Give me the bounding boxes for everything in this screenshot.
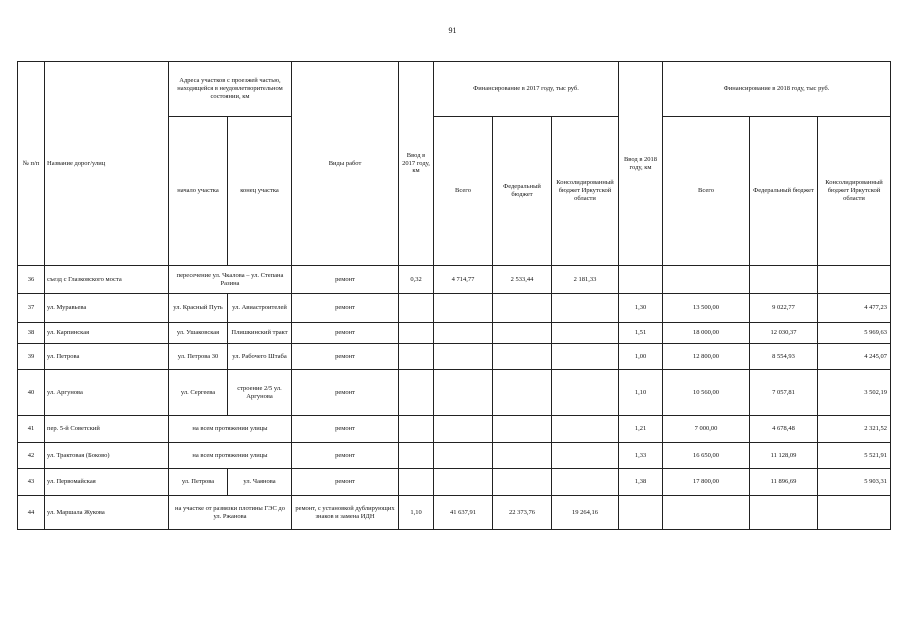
cell-input-2018: 1,30 xyxy=(619,294,663,323)
header-total-2017: Всего xyxy=(434,117,493,266)
cell-total-2017 xyxy=(434,323,493,344)
cell-total-2017: 41 637,91 xyxy=(434,496,493,530)
cell-consolidated-2017 xyxy=(552,344,619,370)
cell-start: ул. Красный Путь xyxy=(169,294,228,323)
cell-input-2017 xyxy=(399,344,434,370)
table-row xyxy=(18,416,891,443)
cell-start: ул. Петрова xyxy=(169,469,228,496)
cell-name: ул. Петрова xyxy=(45,344,169,370)
cell-input-2017: 1,10 xyxy=(399,496,434,530)
header-federal-2018: Федеральный бюджет xyxy=(750,117,818,266)
cell-total-2017 xyxy=(434,294,493,323)
cell-input-2018: 1,33 xyxy=(619,443,663,469)
header-federal-2017: Федеральный бюджет xyxy=(493,117,552,266)
cell-num: 40 xyxy=(18,370,45,416)
cell-start: ул. Ушаковская xyxy=(169,323,228,344)
header-total-2018: Всего xyxy=(663,117,750,266)
cell-num: 42 xyxy=(18,443,45,469)
cell-name: ул. Первомайская xyxy=(45,469,169,496)
cell-input-2017: 0,32 xyxy=(399,266,434,294)
cell-consolidated-2017: 19 264,16 xyxy=(552,496,619,530)
cell-federal-2018: 12 030,37 xyxy=(750,323,818,344)
cell-works: ремонт xyxy=(292,323,399,344)
cell-total-2017 xyxy=(434,416,493,443)
header-fin-2017: Финансирование в 2017 году, тыс руб. xyxy=(434,62,619,117)
table-row xyxy=(18,294,891,323)
header-consolidated-2017: Консолидированный бюджет Иркутской области xyxy=(552,117,619,266)
cell-num: 44 xyxy=(18,496,45,530)
cell-input-2018: 1,21 xyxy=(619,416,663,443)
table-row xyxy=(18,323,891,344)
table-row xyxy=(18,443,891,469)
cell-name: пер. 5-й Советский xyxy=(45,416,169,443)
cell-consolidated-2018: 4 245,07 xyxy=(818,344,891,370)
cell-name: ул. Маршала Жукова xyxy=(45,496,169,530)
cell-federal-2018: 8 554,93 xyxy=(750,344,818,370)
cell-input-2017 xyxy=(399,370,434,416)
header-num: № п/п xyxy=(18,62,45,266)
cell-consolidated-2018 xyxy=(818,496,891,530)
cell-input-2017 xyxy=(399,416,434,443)
cell-total-2018: 16 650,00 xyxy=(663,443,750,469)
cell-input-2018: 1,10 xyxy=(619,370,663,416)
cell-total-2017: 4 714,77 xyxy=(434,266,493,294)
cell-federal-2017 xyxy=(493,443,552,469)
cell-consolidated-2017 xyxy=(552,323,619,344)
cell-federal-2017 xyxy=(493,469,552,496)
table-row xyxy=(18,469,891,496)
cell-total-2017 xyxy=(434,443,493,469)
cell-works: ремонт xyxy=(292,344,399,370)
table-row xyxy=(18,266,891,294)
cell-total-2018: 7 000,00 xyxy=(663,416,750,443)
cell-input-2018 xyxy=(619,496,663,530)
cell-total-2018: 10 560,00 xyxy=(663,370,750,416)
cell-total-2017 xyxy=(434,344,493,370)
cell-federal-2018: 9 022,77 xyxy=(750,294,818,323)
cell-start: пересечение ул. Чкалова – ул. Степана Разина xyxy=(169,266,292,294)
cell-start: ул. Сергеева xyxy=(169,370,228,416)
cell-start: на участке от развязки плотины ГЭС до ул. Ржанова xyxy=(169,496,292,530)
cell-federal-2018: 7 057,81 xyxy=(750,370,818,416)
cell-input-2017 xyxy=(399,323,434,344)
cell-consolidated-2018: 4 477,23 xyxy=(818,294,891,323)
header-end: конец участка xyxy=(228,117,292,266)
cell-name: ул. Трактовая (Боково) xyxy=(45,443,169,469)
cell-consolidated-2018: 5 969,63 xyxy=(818,323,891,344)
cell-num: 36 xyxy=(18,266,45,294)
cell-name: ул. Муравьева xyxy=(45,294,169,323)
cell-federal-2017 xyxy=(493,416,552,443)
cell-consolidated-2018: 5 521,91 xyxy=(818,443,891,469)
cell-end: строение 2/5 ул. Аргунова xyxy=(228,370,292,416)
cell-total-2018 xyxy=(663,266,750,294)
cell-federal-2017 xyxy=(493,370,552,416)
cell-works: ремонт xyxy=(292,266,399,294)
cell-consolidated-2017 xyxy=(552,416,619,443)
cell-start: на всем протяжении улицы xyxy=(169,443,292,469)
cell-end: Плишкинский тракт xyxy=(228,323,292,344)
cell-federal-2017 xyxy=(493,344,552,370)
cell-federal-2018: 4 678,48 xyxy=(750,416,818,443)
header-address: Адреса участков с проезжей частью, находящейся в неудовлетворительном состоянии, км xyxy=(169,62,292,117)
table-row xyxy=(18,496,891,530)
table-row xyxy=(18,344,891,370)
cell-num: 39 xyxy=(18,344,45,370)
cell-num: 38 xyxy=(18,323,45,344)
header-start: начало участка xyxy=(169,117,228,266)
cell-consolidated-2017 xyxy=(552,443,619,469)
cell-consolidated-2017 xyxy=(552,469,619,496)
cell-start: ул. Петрова 30 xyxy=(169,344,228,370)
cell-consolidated-2018 xyxy=(818,266,891,294)
cell-num: 41 xyxy=(18,416,45,443)
cell-name: ул. Аргунова xyxy=(45,370,169,416)
cell-federal-2017: 22 373,76 xyxy=(493,496,552,530)
cell-input-2018: 1,51 xyxy=(619,323,663,344)
header-works: Виды работ xyxy=(292,62,399,266)
cell-works: ремонт xyxy=(292,294,399,323)
cell-federal-2018 xyxy=(750,496,818,530)
cell-works: ремонт, с установкой дублирующих знаков и замена ИДН xyxy=(292,496,399,530)
cell-end: ул. Авиастроителей xyxy=(228,294,292,323)
cell-num: 43 xyxy=(18,469,45,496)
header-consolidated-2018: Консолидированный бюджет Иркутской области xyxy=(818,117,891,266)
cell-federal-2017 xyxy=(493,294,552,323)
cell-federal-2017 xyxy=(493,323,552,344)
cell-total-2018 xyxy=(663,496,750,530)
cell-input-2018 xyxy=(619,266,663,294)
cell-federal-2018 xyxy=(750,266,818,294)
cell-total-2017 xyxy=(434,469,493,496)
cell-works: ремонт xyxy=(292,443,399,469)
cell-works: ремонт xyxy=(292,416,399,443)
cell-end: ул. Рабочего Штаба xyxy=(228,344,292,370)
header-input-2017: Ввод в 2017 году, км xyxy=(399,62,434,266)
cell-total-2018: 12 800,00 xyxy=(663,344,750,370)
cell-num: 37 xyxy=(18,294,45,323)
header-input-2018: Ввод в 2018 году, км xyxy=(619,62,663,266)
cell-consolidated-2017 xyxy=(552,294,619,323)
cell-consolidated-2018: 3 502,19 xyxy=(818,370,891,416)
cell-input-2018: 1,00 xyxy=(619,344,663,370)
cell-works: ремонт xyxy=(292,370,399,416)
cell-federal-2018: 11 896,69 xyxy=(750,469,818,496)
cell-input-2017 xyxy=(399,469,434,496)
cell-federal-2018: 11 128,09 xyxy=(750,443,818,469)
cell-input-2017 xyxy=(399,294,434,323)
cell-total-2018: 17 800,00 xyxy=(663,469,750,496)
cell-federal-2017: 2 533,44 xyxy=(493,266,552,294)
cell-name: съезд с Глазковского моста xyxy=(45,266,169,294)
cell-input-2018: 1,38 xyxy=(619,469,663,496)
cell-total-2017 xyxy=(434,370,493,416)
road-repair-table xyxy=(17,61,891,530)
cell-works: ремонт xyxy=(292,469,399,496)
cell-name: ул. Карпинская xyxy=(45,323,169,344)
cell-total-2018: 13 500,00 xyxy=(663,294,750,323)
page-number: 91 xyxy=(448,26,457,35)
table-row xyxy=(18,370,891,416)
header-fin-2018: Финансирование в 2018 году, тыс руб. xyxy=(663,62,891,117)
cell-consolidated-2017 xyxy=(552,370,619,416)
cell-consolidated-2017: 2 181,33 xyxy=(552,266,619,294)
header-name: Название дорог/улиц xyxy=(45,62,169,266)
cell-consolidated-2018: 2 321,52 xyxy=(818,416,891,443)
cell-input-2017 xyxy=(399,443,434,469)
cell-consolidated-2018: 5 903,31 xyxy=(818,469,891,496)
cell-end: ул. Чаянова xyxy=(228,469,292,496)
cell-start: на всем протяжении улицы xyxy=(169,416,292,443)
cell-total-2018: 18 000,00 xyxy=(663,323,750,344)
